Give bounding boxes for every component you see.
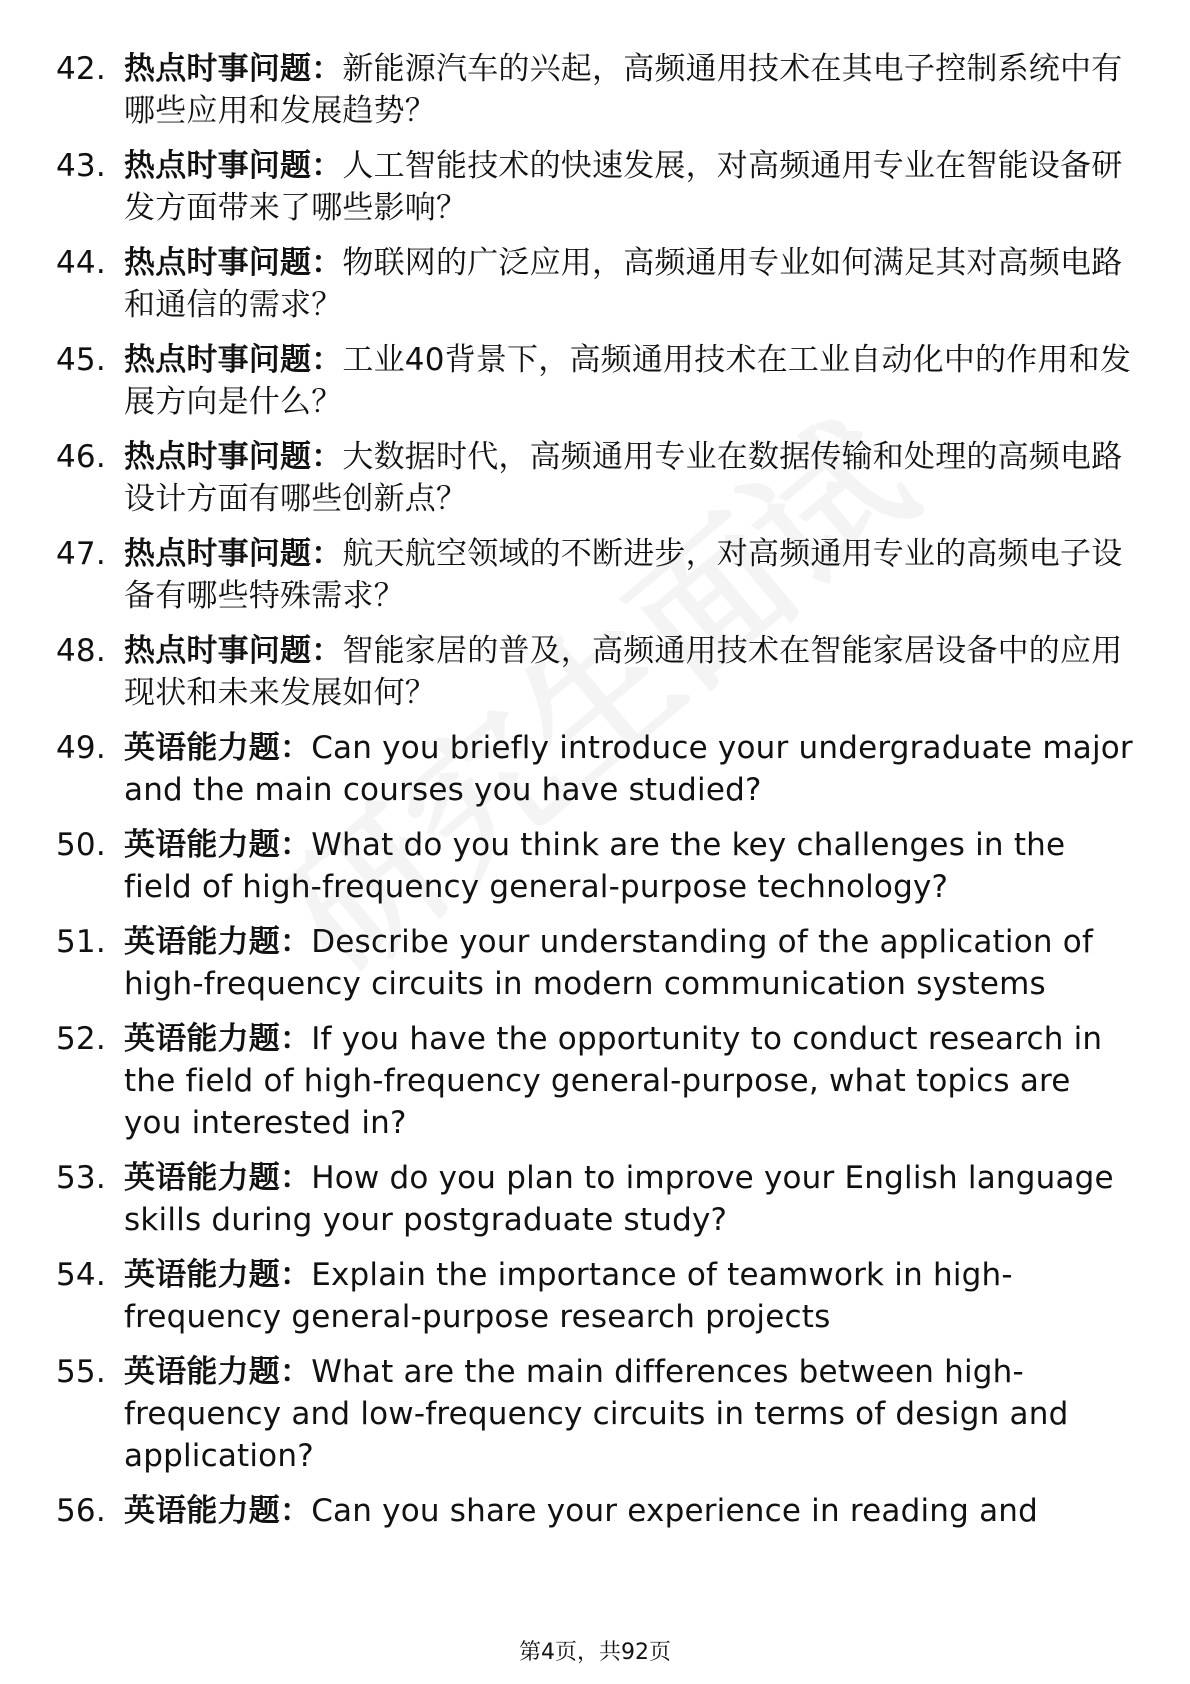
question-text: 人工智能技术的快速发展，对高频通用专业在智能设备研发方面带来了哪些影响？	[124, 148, 1123, 226]
question-item	[56, 1157, 1136, 1241]
question-item	[56, 727, 1136, 811]
question-category: 热点时事问题：	[124, 439, 343, 475]
question-text: What do you think are the key challenges in the field of high-frequency general-purpose technology?	[124, 827, 1066, 905]
question-category: 英语能力题：	[124, 1354, 312, 1390]
question-category: 英语能力题：	[124, 730, 312, 766]
question-category: 热点时事问题：	[124, 342, 343, 378]
question-number: 44.	[56, 245, 106, 281]
question-category: 英语能力题：	[124, 1160, 312, 1196]
question-item	[56, 339, 1136, 423]
question-item	[56, 436, 1136, 520]
question-item	[56, 48, 1136, 132]
question-number: 47.	[56, 536, 106, 572]
question-number: 49.	[56, 730, 106, 766]
question-number: 50.	[56, 827, 106, 863]
question-text: 智能家居的普及，高频通用技术在智能家居设备中的应用现状和未来发展如何？	[124, 633, 1123, 711]
question-item	[56, 242, 1136, 326]
question-category: 热点时事问题：	[124, 245, 343, 281]
question-item	[56, 533, 1136, 617]
question-text: 工业40背景下，高频通用技术在工业自动化中的作用和发展方向是什么？	[124, 342, 1132, 420]
question-number: 51.	[56, 924, 106, 960]
question-category: 英语能力题：	[124, 827, 312, 863]
question-text: 新能源汽车的兴起，高频通用技术在其电子控制系统中有哪些应用和发展趋势？	[124, 51, 1123, 129]
question-item	[56, 1351, 1136, 1477]
question-text: If you have the opportunity to conduct research in the field of high-frequency general-purpose, what topics are you interested in?	[124, 1021, 1103, 1141]
question-number: 46.	[56, 439, 106, 475]
question-number: 42.	[56, 51, 106, 87]
question-number: 48.	[56, 633, 106, 669]
question-category: 英语能力题：	[124, 1021, 312, 1057]
question-text: What are the main differences between high-frequency and low-frequency circuits in terms of design and application?	[124, 1354, 1069, 1474]
question-list	[56, 48, 1136, 1545]
question-category: 英语能力题：	[124, 924, 312, 960]
question-text: Explain the importance of teamwork in high-frequency general-purpose research projects	[124, 1257, 1013, 1335]
question-item	[56, 145, 1136, 229]
question-category: 热点时事问题：	[124, 633, 343, 669]
question-text: 物联网的广泛应用，高频通用专业如何满足其对高频电路和通信的需求？	[124, 245, 1123, 323]
question-item	[56, 630, 1136, 714]
question-category: 英语能力题：	[124, 1493, 312, 1529]
question-text: Can you share your experience in reading and	[311, 1493, 1039, 1529]
question-number: 52.	[56, 1021, 106, 1057]
question-text: Describe your understanding of the application of high-frequency circuits in modern communication systems	[124, 924, 1094, 1002]
question-text: Can you briefly introduce your undergraduate major and the main courses you have studied?	[124, 730, 1133, 808]
question-category: 英语能力题：	[124, 1257, 312, 1293]
question-category: 热点时事问题：	[124, 148, 343, 184]
question-number: 55.	[56, 1354, 106, 1390]
question-item	[56, 921, 1136, 1005]
question-item	[56, 1018, 1136, 1144]
question-text: How do you plan to improve your English language skills during your postgraduate study?	[124, 1160, 1114, 1238]
question-number: 43.	[56, 148, 106, 184]
question-number: 53.	[56, 1160, 106, 1196]
page-footer: 第4页，共92页	[519, 1640, 671, 1665]
question-text: 航天航空领域的不断进步，对高频通用专业的高频电子设备有哪些特殊需求？	[124, 536, 1123, 614]
question-category: 热点时事问题：	[124, 536, 343, 572]
question-item	[56, 824, 1136, 908]
question-number: 45.	[56, 342, 106, 378]
question-category: 热点时事问题：	[124, 51, 343, 87]
question-number: 56.	[56, 1493, 106, 1529]
question-number: 54.	[56, 1257, 106, 1293]
question-item	[56, 1490, 1136, 1532]
question-text: 大数据时代，高频通用专业在数据传输和处理的高频电路设计方面有哪些创新点？	[124, 439, 1123, 517]
question-item	[56, 1254, 1136, 1338]
